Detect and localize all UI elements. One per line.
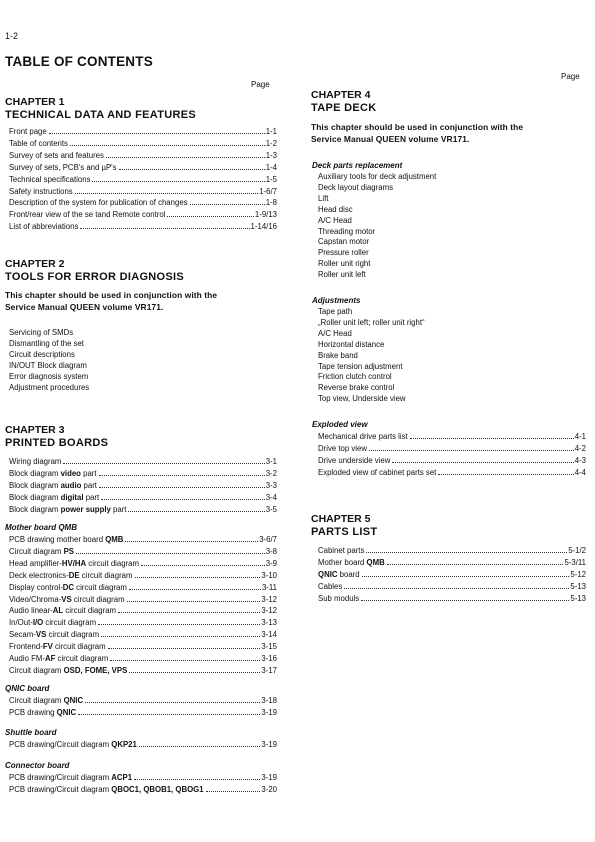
chapter-1-title: TECHNICAL DATA AND FEATURES bbox=[5, 109, 197, 121]
chapter-1-entries bbox=[9, 126, 277, 233]
toc-entry[interactable] bbox=[9, 695, 277, 707]
entry-label: Mother board QMB bbox=[318, 557, 385, 567]
entry-label: Mechanical drive parts list bbox=[318, 432, 408, 441]
entry-page: 3-15 bbox=[261, 642, 277, 652]
toc-entry[interactable] bbox=[9, 617, 277, 629]
list-item[interactable]: Servicing of SMDs bbox=[9, 328, 74, 337]
toc-entry[interactable] bbox=[9, 784, 277, 796]
toc-entry[interactable] bbox=[9, 197, 277, 209]
chapter-3-title: PRINTED BOARDS bbox=[5, 437, 109, 449]
list-item[interactable]: Adjustment procedures bbox=[9, 382, 90, 392]
entry-page: 1-9/13 bbox=[254, 210, 277, 220]
toc-entry[interactable] bbox=[9, 594, 277, 606]
toc-entry[interactable] bbox=[9, 162, 277, 174]
list-item[interactable]: Error diagnosis system bbox=[9, 371, 89, 381]
toc-entry[interactable] bbox=[9, 456, 277, 468]
entry-label: Secam-VS circuit diagram bbox=[9, 630, 100, 640]
entry-label: Head amplifier-HV/HA circuit diagram bbox=[9, 558, 140, 568]
section-heading-qmb: Mother board QMB bbox=[5, 523, 77, 532]
list-item[interactable]: Top view, Underside view bbox=[318, 394, 406, 404]
adjustment-items bbox=[318, 307, 425, 405]
toc-entry[interactable] bbox=[318, 431, 586, 443]
entry-label: PCB drawing/Circuit diagram QKP21 bbox=[9, 740, 137, 749]
toc-entry[interactable] bbox=[318, 467, 586, 479]
list-item[interactable]: Deck layout diagrams bbox=[318, 182, 393, 192]
entry-label: Audio linear-AL circuit diagram bbox=[9, 606, 117, 616]
entry-page: 1-3 bbox=[265, 150, 277, 160]
document-title: TABLE OF CONTENTS bbox=[5, 54, 153, 69]
qnic-entries bbox=[9, 695, 277, 719]
entry-page: 1-5 bbox=[265, 174, 277, 184]
chapter-3-entries bbox=[9, 456, 277, 516]
toc-entry[interactable] bbox=[9, 546, 277, 558]
section-heading-deck: Deck parts replacement bbox=[312, 161, 403, 170]
entry-page: 5-3/11 bbox=[564, 557, 586, 567]
chapter-2-note-line-1: This chapter should be used in conjunction with the bbox=[5, 290, 218, 300]
section-heading-exploded: Exploded view bbox=[312, 420, 368, 429]
entry-label: Block diagram audio part bbox=[9, 480, 97, 490]
entry-label: Drive top view bbox=[318, 443, 367, 453]
entry-page: 5-12 bbox=[570, 569, 586, 579]
entry-page: 5-13 bbox=[570, 593, 586, 603]
entry-label: PCB drawing/Circuit diagram QBOC1, QBOB1, QBOG1 bbox=[9, 784, 204, 794]
page-column-label-right: Page bbox=[561, 72, 580, 81]
toc-entry[interactable] bbox=[318, 557, 586, 569]
list-item[interactable]: Brake band bbox=[318, 350, 358, 360]
chapter-1-number: CHAPTER 1 bbox=[5, 96, 65, 108]
entry-page: 1-4 bbox=[265, 162, 277, 172]
toc-entry[interactable] bbox=[9, 534, 277, 546]
entry-label: Cables bbox=[318, 581, 343, 591]
entry-label: Technical specifications bbox=[9, 174, 91, 184]
entry-page: 3-19 bbox=[261, 740, 277, 749]
section-heading-shuttle: Shuttle board bbox=[5, 728, 57, 737]
list-item[interactable]: A/C Head bbox=[318, 328, 352, 338]
entry-page: 3-2 bbox=[265, 468, 277, 478]
entry-label: Cabinet parts bbox=[318, 546, 365, 555]
chapter-4-note bbox=[311, 121, 523, 145]
chapter-4-note-line-1: This chapter should be used in conjunction with the bbox=[311, 122, 524, 132]
entry-label: Safety instructions bbox=[9, 186, 73, 196]
list-item[interactable]: Pressure roller bbox=[318, 248, 369, 258]
entry-page: 1-6/7 bbox=[259, 186, 277, 196]
entry-page: 3-19 bbox=[261, 773, 277, 782]
toc-entry[interactable] bbox=[9, 480, 277, 492]
entry-label: PCB drawing/Circuit diagram ACP1 bbox=[9, 773, 133, 782]
toc-entry[interactable] bbox=[9, 174, 277, 186]
entry-page: 3-4 bbox=[265, 492, 277, 502]
toc-entry[interactable] bbox=[9, 186, 277, 198]
list-item[interactable]: Friction clutch control bbox=[318, 372, 392, 382]
entry-page: 3-12 bbox=[261, 594, 277, 604]
entry-label: Table of contents bbox=[9, 138, 68, 148]
chapter-3-number: CHAPTER 3 bbox=[5, 424, 65, 436]
entry-page: 3-11 bbox=[261, 582, 277, 592]
toc-entry[interactable] bbox=[9, 707, 277, 719]
list-item[interactable]: Threading motor bbox=[318, 226, 376, 236]
entry-label: Circuit diagram PS bbox=[9, 546, 74, 556]
section-heading-connector: Connector board bbox=[5, 761, 70, 770]
list-item[interactable]: Capstan motor bbox=[318, 237, 370, 247]
entry-label: Audio FM-AF circuit diagram bbox=[9, 654, 109, 664]
entry-page: 4-1 bbox=[574, 432, 586, 441]
entry-page: 3-3 bbox=[265, 480, 277, 490]
entry-page: 3-20 bbox=[261, 784, 277, 794]
entry-page: 3-6/7 bbox=[259, 535, 277, 544]
toc-entry[interactable] bbox=[318, 443, 586, 455]
list-item[interactable]: Auxiliary tools for deck adjustment bbox=[318, 172, 437, 181]
list-item[interactable]: Lift bbox=[318, 193, 329, 203]
entry-page: 4-3 bbox=[574, 455, 586, 465]
toc-entry[interactable] bbox=[9, 641, 277, 653]
list-item[interactable]: Head disc bbox=[318, 204, 353, 214]
list-item[interactable]: A/C Head bbox=[318, 215, 352, 225]
entry-label: QNIC board bbox=[318, 569, 360, 579]
toc-entry[interactable] bbox=[9, 504, 277, 516]
page-column-label-left: Page bbox=[251, 80, 270, 89]
entry-page: 5-1/2 bbox=[568, 546, 586, 555]
toc-entry[interactable] bbox=[9, 582, 277, 594]
entry-label: Circuit diagram QNIC bbox=[9, 696, 84, 705]
toc-entry[interactable] bbox=[318, 581, 586, 593]
toc-entry[interactable] bbox=[9, 665, 277, 677]
list-item[interactable]: Tape tension adjustment bbox=[318, 361, 403, 371]
chapter-2-note bbox=[5, 289, 217, 313]
list-item[interactable]: Roller unit right bbox=[318, 259, 371, 269]
list-item[interactable]: Dismantling of the set bbox=[9, 338, 84, 348]
toc-entry[interactable] bbox=[9, 558, 277, 570]
entry-label: Front/rear view of the se tand Remote control bbox=[9, 210, 166, 220]
chapter-5-entries bbox=[318, 545, 586, 605]
toc-entry[interactable] bbox=[9, 492, 277, 504]
list-item[interactable]: Circuit descriptions bbox=[9, 349, 75, 359]
entry-label: Exploded view of cabinet parts set bbox=[318, 467, 437, 477]
entry-page: 1-1 bbox=[265, 127, 277, 136]
entry-label: Block diagram power supply part bbox=[9, 504, 127, 514]
toc-entry[interactable] bbox=[318, 569, 586, 581]
toc-entry[interactable] bbox=[9, 221, 277, 233]
entry-label: Front page bbox=[9, 127, 47, 136]
list-item[interactable]: Horizontal distance bbox=[318, 339, 385, 349]
entry-page: 1-2 bbox=[265, 138, 277, 148]
entry-label: Block diagram digital part bbox=[9, 492, 100, 502]
entry-label: Wiring diagram bbox=[9, 457, 62, 466]
entry-page: 3-8 bbox=[265, 546, 277, 556]
entry-page: 3-12 bbox=[261, 606, 277, 616]
chapter-2-note-line-2: Service Manual QUEEN volume VR171. bbox=[5, 302, 164, 312]
entry-page: 3-5 bbox=[265, 504, 277, 514]
entry-page: 3-18 bbox=[261, 696, 277, 705]
toc-entry[interactable] bbox=[9, 150, 277, 162]
toc-entry[interactable] bbox=[9, 138, 277, 150]
list-item[interactable]: Tape path bbox=[318, 307, 353, 316]
entry-page: 3-1 bbox=[265, 457, 277, 466]
entry-label: PCB drawing mother board QMB bbox=[9, 535, 124, 544]
section-heading-qnic: QNIC board bbox=[5, 684, 50, 693]
entry-label: Description of the system for publication of changes bbox=[9, 198, 188, 208]
entry-page: 3-13 bbox=[261, 618, 277, 628]
entry-page: 3-9 bbox=[265, 558, 277, 568]
entry-page: 1-8 bbox=[265, 198, 277, 208]
entry-label: Display control-DC circuit diagram bbox=[9, 582, 127, 592]
toc-entry[interactable] bbox=[9, 739, 277, 751]
entry-page: 3-19 bbox=[261, 707, 277, 717]
qmb-entries bbox=[9, 534, 277, 677]
entry-label: List of abbreviations bbox=[9, 222, 79, 232]
toc-entry[interactable] bbox=[9, 209, 277, 221]
list-item[interactable]: Roller unit left bbox=[318, 270, 366, 280]
toc-entry[interactable] bbox=[9, 605, 277, 617]
exploded-entries bbox=[318, 431, 586, 479]
entry-label: Survey of sets and features bbox=[9, 150, 104, 160]
chapter-2-number: CHAPTER 2 bbox=[5, 258, 65, 270]
page-number: 1-2 bbox=[5, 31, 19, 41]
entry-page: 3-10 bbox=[261, 570, 277, 580]
chapter-2-title: TOOLS FOR ERROR DIAGNOSIS bbox=[5, 271, 185, 283]
entry-page: 3-16 bbox=[261, 654, 277, 664]
toc-entry[interactable] bbox=[9, 468, 277, 480]
connector-entries bbox=[9, 772, 277, 796]
chapter-2-items bbox=[9, 328, 89, 393]
entry-page: 3-14 bbox=[261, 630, 277, 640]
section-heading-adjustments: Adjustments bbox=[312, 296, 361, 305]
entry-label: Survey of sets, PCB's and µP's bbox=[9, 162, 117, 172]
chapter-4-title: TAPE DECK bbox=[311, 102, 377, 114]
chapter-4-number: CHAPTER 4 bbox=[311, 89, 371, 101]
list-item[interactable]: IN/OUT Block diagram bbox=[9, 360, 87, 370]
chapter-5-number: CHAPTER 5 bbox=[311, 513, 371, 525]
toc-entry[interactable] bbox=[9, 570, 277, 582]
entry-label: Circuit diagram OSD, FOME, VPS bbox=[9, 665, 128, 675]
toc-entry[interactable] bbox=[9, 772, 277, 784]
entry-label: Deck electronics-DE circuit diagram bbox=[9, 570, 133, 580]
shuttle-entries bbox=[9, 739, 277, 751]
list-item[interactable]: „Roller unit left; roller unit right“ bbox=[318, 317, 425, 327]
entry-label: Drive underside view bbox=[318, 455, 391, 465]
deck-items bbox=[318, 172, 436, 281]
list-item[interactable]: Reverse brake control bbox=[318, 383, 395, 393]
chapter-5-title: PARTS LIST bbox=[311, 526, 378, 538]
toc-entry[interactable] bbox=[318, 545, 586, 557]
entry-page: 4-4 bbox=[574, 467, 586, 477]
entry-label: Block diagram video part bbox=[9, 468, 97, 478]
entry-label: Frontend-FV circuit diagram bbox=[9, 642, 106, 652]
toc-entry[interactable] bbox=[9, 629, 277, 641]
entry-label: Video/Chroma-VS circuit diagram bbox=[9, 594, 125, 604]
entry-page: 5-13 bbox=[570, 581, 586, 591]
entry-page: 4-2 bbox=[574, 443, 586, 453]
toc-entry[interactable] bbox=[9, 126, 277, 138]
entry-label: Sub moduls bbox=[318, 593, 360, 603]
toc-entry[interactable] bbox=[318, 455, 586, 467]
toc-entry[interactable] bbox=[318, 593, 586, 605]
entry-page: 3-17 bbox=[261, 665, 277, 675]
toc-entry[interactable] bbox=[9, 653, 277, 665]
entry-label: In/Out-I/O circuit diagram bbox=[9, 618, 97, 628]
chapter-4-note-line-2: Service Manual QUEEN volume VR171. bbox=[311, 134, 470, 144]
entry-page: 1-14/16 bbox=[250, 222, 277, 232]
entry-label: PCB drawing QNIC bbox=[9, 707, 77, 717]
